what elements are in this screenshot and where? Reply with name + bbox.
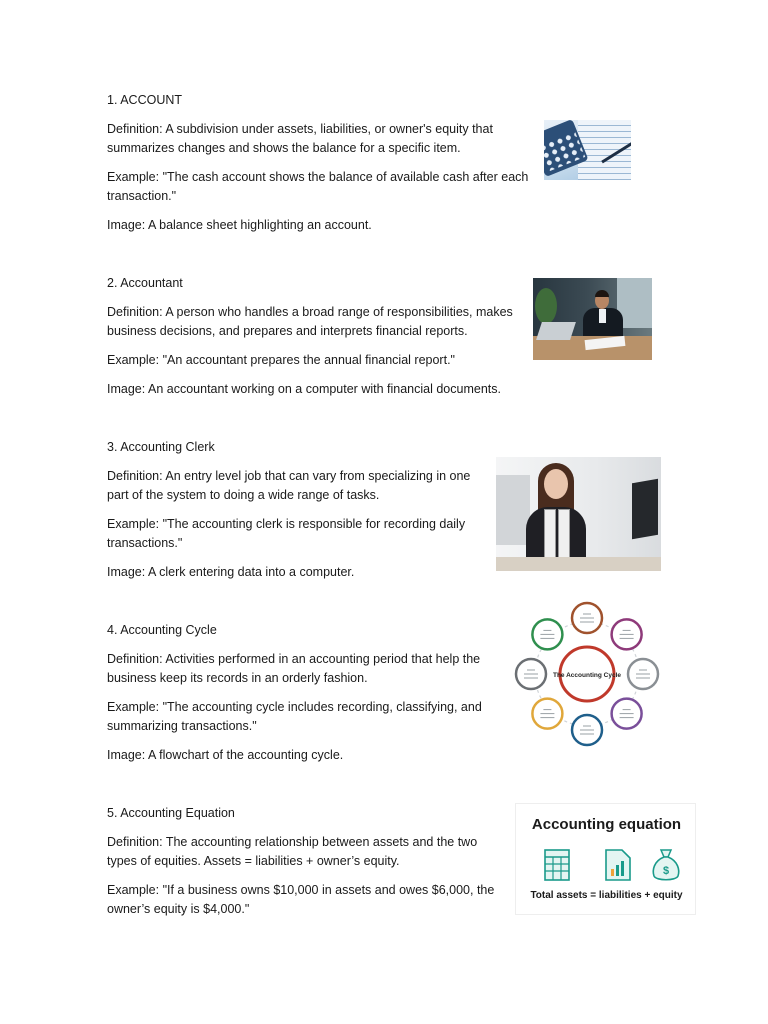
entry-definition: Definition: The accounting relationship between assets and the two types of equities. Assets = liabilities + owner’s equity. <box>107 835 478 868</box>
entry-heading: 4. Accounting Cycle <box>107 623 217 637</box>
entry-definition: Definition: Activities performed in an accounting period that help the business keep its records in an orderly fashion. <box>107 652 481 685</box>
entry-image-note: Image: A flowchart of the accounting cycle. <box>107 748 344 762</box>
equation-caption: Total assets = liabilities + equity <box>530 890 683 901</box>
entry-example: Example: "The cash account shows the balance of available cash after each transaction." <box>107 170 529 203</box>
entry-accounting-cycle <box>107 621 502 775</box>
calculator-photo <box>544 120 631 180</box>
entry-example: Example: "The accounting cycle includes recording, classifying, and summarizing transactions." <box>107 700 482 733</box>
entry-accounting-clerk <box>107 438 487 592</box>
entry-example: Example: "An accountant prepares the annual financial report." <box>107 353 455 367</box>
spreadsheet-icon <box>544 849 570 881</box>
entry-heading: 1. ACCOUNT <box>107 93 183 107</box>
entry-heading: 2. Accountant <box>107 276 183 290</box>
entry-accountant <box>107 274 532 409</box>
accountant-photo <box>533 278 652 360</box>
entry-image-note: Image: A balance sheet highlighting an account. <box>107 218 372 232</box>
equation-title: Accounting equation <box>531 816 682 833</box>
entry-definition: Definition: A person who handles a broad range of responsibilities, makes business decisions, and prepares and interprets financial reports. <box>107 305 513 338</box>
svg-text:$: $ <box>662 865 670 877</box>
cycle-center-label: The Accounting Cycle <box>552 672 622 679</box>
clerk-photo <box>496 457 661 571</box>
entry-image-note: Image: An accountant working on a computer with financial documents. <box>107 382 501 396</box>
entry-heading: 3. Accounting Clerk <box>107 440 215 454</box>
chart-document-icon <box>605 849 631 881</box>
accounting-equation-graphic <box>515 803 696 915</box>
entry-example: Example: "If a business owns $10,000 in assets and owes $6,000, the owner’s equity is $4,000." <box>107 883 495 916</box>
entry-definition: Definition: An entry level job that can vary from specializing in one part of the system to doing a wide range of tasks. <box>107 469 471 502</box>
accounting-cycle-diagram <box>508 595 666 753</box>
entry-image-note: Image: A clerk entering data into a computer. <box>107 565 355 579</box>
entry-account <box>107 91 532 245</box>
entry-heading: 5. Accounting Equation <box>107 806 235 820</box>
entry-example: Example: "The accounting clerk is responsible for recording daily transactions." <box>107 517 466 550</box>
entry-definition: Definition: A subdivision under assets, liabilities, or owner's equity that summarizes changes and shows the balance for a specific item. <box>107 122 493 155</box>
entry-accounting-equation <box>107 804 502 929</box>
money-bag-icon <box>651 848 681 882</box>
